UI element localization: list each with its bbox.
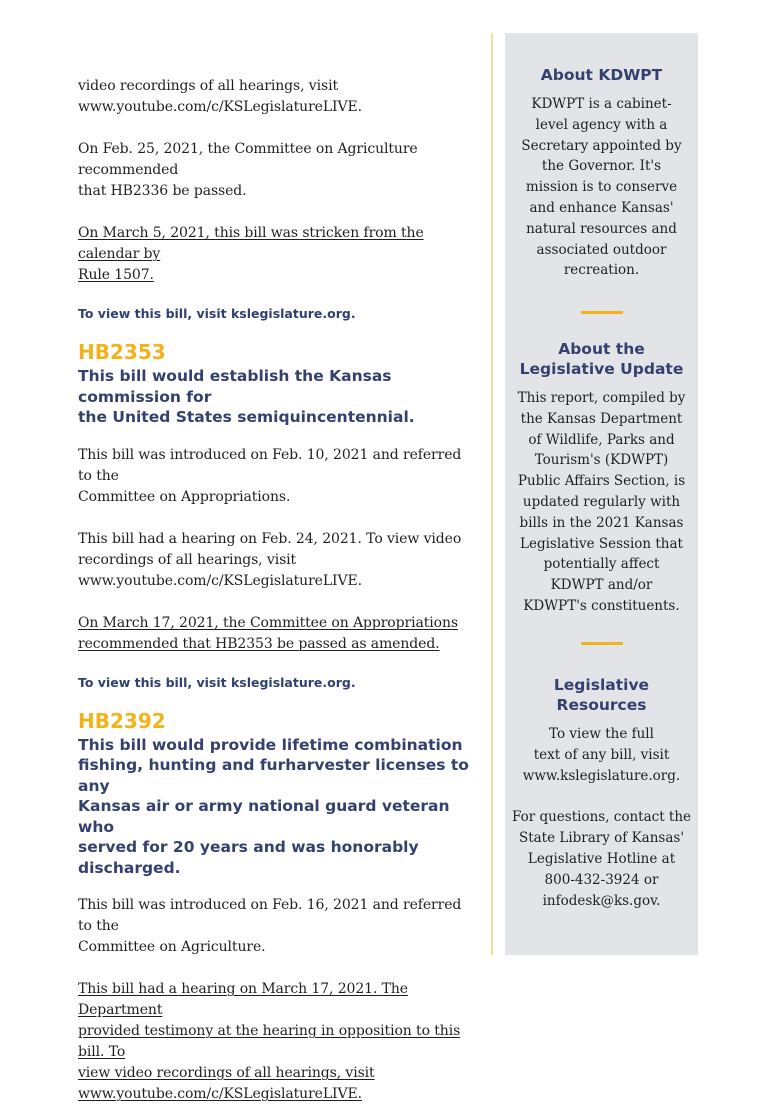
email-link[interactable]: infodesk@ks.gov. bbox=[542, 892, 661, 909]
view-bill-link[interactable]: To view this bill, visit kslegislature.org. bbox=[78, 306, 356, 321]
bill-introduced: This bill was introduced on Feb. 10, 2021 and referred to the Committee on Appropriations. bbox=[78, 446, 462, 505]
bill-hearing: This bill had a hearing on Feb. 24, 2021. To view video recordings of all hearings, visit www.youtube.com/c/KSLegislatureLIVE. bbox=[78, 530, 462, 589]
sidebar bbox=[505, 33, 698, 955]
section-heading: About KDWPT bbox=[540, 66, 663, 84]
about-kdwpt-section bbox=[505, 65, 698, 281]
bill-number: HB2353 bbox=[78, 340, 166, 364]
section-heading: Legislative Resources bbox=[553, 676, 650, 714]
section-divider bbox=[581, 311, 623, 314]
committee-recommendation: On Feb. 25, 2021, the Committee on Agriculture recommended that HB2336 be passed. bbox=[78, 141, 418, 199]
bill-introduced: This bill was introduced on Feb. 16, 2021 and referred to the Committee on Agriculture. bbox=[78, 897, 462, 955]
bill-status: On March 17, 2021, the Committee on Appropriations recommended that HB2353 be passed as amended. bbox=[78, 614, 458, 652]
bill-title: This bill would establish the Kansas commission for the United States semiquincentennial. bbox=[78, 367, 415, 426]
bill-hearing: This bill had a hearing on March 17, 2021. The Department provided testimony at the hearing in opposition to this bill. To view video recordings of all hearings, visit www.youtube.com/c/KSLegislatureLIVE. bbox=[78, 981, 461, 1102]
intro-paragraph: video recordings of all hearings, visit www.youtube.com/c/KSLegislatureLIVE. bbox=[78, 78, 362, 115]
section-divider bbox=[581, 642, 623, 645]
about-update-section bbox=[505, 339, 698, 617]
view-bill-link[interactable]: To view this bill, visit kslegislature.org. bbox=[78, 674, 356, 690]
column-divider bbox=[491, 33, 493, 955]
section-text: To view the full text of any bill, visit www.kslegislature.org. bbox=[522, 726, 681, 784]
main-column bbox=[78, 76, 478, 1105]
section-text: This report, compiled by the Kansas Department of Wildlife, Parks and Tourism's (KDWPT) Public Affairs Section, is updated regularly with bills in the 2021 Kansas Legislative Session that potentially affect KDWPT and/or KDWPT's constituents. bbox=[517, 390, 686, 614]
kslegislature-link[interactable]: www.kslegislature.org. bbox=[522, 767, 681, 784]
contact-text: For questions, contact the State Library of Kansas' Legislative Hotline at 800-432-3924 or infodesk@ks.gov. bbox=[511, 809, 692, 909]
section-heading: About the Legislative Update bbox=[519, 340, 684, 378]
stricken-notice: On March 5, 2021, this bill was stricken from the calendar by Rule 1507. bbox=[78, 225, 424, 283]
resources-section bbox=[505, 675, 698, 911]
section-text: KDWPT is a cabinet- level agency with a Secretary appointed by the Governor. It's mission is to conserve and enhance Kansas' natural resources and associated outdoor recreation. bbox=[521, 96, 682, 279]
bill-number: HB2392 bbox=[78, 708, 166, 733]
bill-title: This bill would provide lifetime combination fishing, hunting and furharvester licenses to any Kansas air or army national guard veteran who served for 20 years and was honorably discharged. bbox=[78, 735, 469, 877]
